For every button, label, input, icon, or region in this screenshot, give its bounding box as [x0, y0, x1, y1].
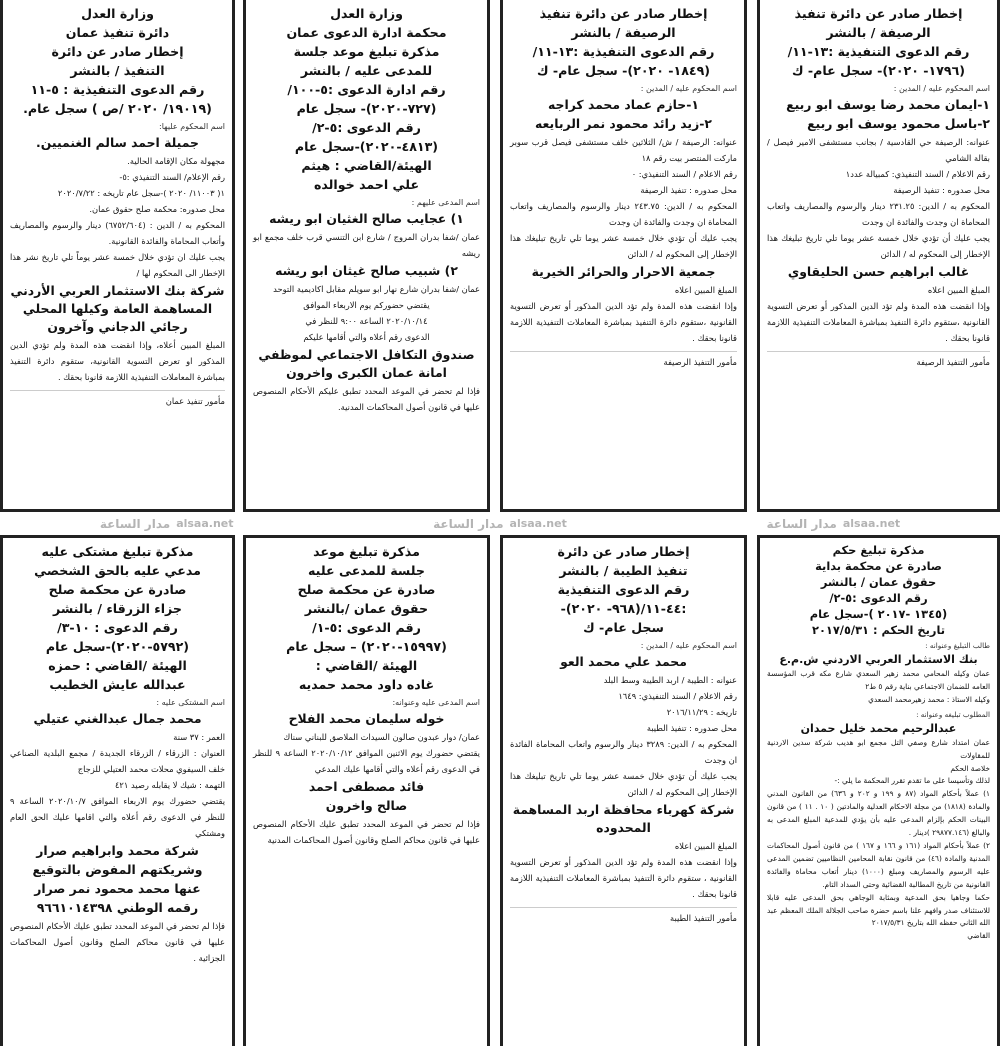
- defendant-label: اسم المحكوم عليها:: [159, 122, 225, 131]
- hearing-details: يقتضي حضورك يوم الاثنين الموافق ٢٠٢٠/١٠/١٢ الساعة ٩ للنظر في الدعوى رقم أعلاه والتي أقامها عليك المدعي: [253, 748, 480, 774]
- creditor-name: شركة بنك الاستثمار العربي الأردني المساهمة العامة وكيلها المحلي رجائي الدجاني وآخرون: [10, 283, 225, 334]
- requester-label: طالب التبليغ وعنوانه :: [925, 641, 990, 650]
- notice-signature: القاضي: [967, 931, 990, 941]
- defendant-label: اسم المحكوم عليه / المدين :: [640, 84, 737, 93]
- notice-header-line: (١٥٩٩٧-٢٠٢٠) – سجل عام: [286, 639, 447, 654]
- complainant-line: شركة محمد وابراهيم صرار: [36, 843, 199, 858]
- notice-header-line: (٤٨١٣-٢٠٢٠)-سجل عام: [294, 139, 439, 154]
- notice-header-line: علي احمد خوالده: [313, 177, 420, 192]
- notice-header-line: رقم الدعوى :٥-٢/: [312, 120, 421, 135]
- judgment-text: ٢) عملاً بأحكام المواد (١٦١ و ١٦٦ و ١٦٧ ) من قانون أصول المحاكمات المدنية والمادة (٤٦) من قانون نقابة المحامين النظاميين تضمين المدعى عليه الرسوم والمصاريف ومبلغ (١٠٠٠) دينار أتعاب محاماة والفائدة القانونية من تاريخ المطالبة القضائية وحتى السداد التام.: [767, 840, 991, 889]
- notice-body-line: محل صدوره: محكمة صلح حقوق عمان.: [89, 204, 225, 214]
- notice-debt-amount: المحكوم به / الدين: ٢٣١.٢٥ دينار والرسوم والمصاريف واتعاب المحاماة ان وجدت والفائدة ان وجدت: [767, 201, 990, 227]
- notice-amman-execution: [0, 0, 235, 512]
- notice-header-line: الهيئة/القاضي : هيثم: [301, 158, 432, 173]
- defendant-label: اسم المدعى عليه وعنوانه:: [392, 698, 480, 707]
- defendant-name: ١-حازم عماد محمد كراجه: [548, 97, 699, 112]
- notice-header-line: صادرة عن محكمة صلح: [48, 582, 187, 597]
- notice-header-line: سجل عام- ك: [583, 620, 664, 635]
- judgment-text: عمان امتداد شارع وصفي التل مجمع ابو هديب شركة سدين الاردنية للمقاولات: [767, 737, 990, 760]
- notice-header-line: رقم ادارة الدعوى :٥-١٠٠/: [287, 82, 446, 97]
- notice-issuing-place: محل صدوره : تنفيذ الرصيفة: [893, 185, 990, 195]
- notice-header-line: تنفيذ الطيبة / بالنشر: [559, 563, 688, 578]
- notice-header-line: رقم الدعوى :٥-١/: [312, 620, 421, 635]
- notice-header-line: إخطار صادر عن دائرة تنفيذ: [794, 6, 963, 21]
- defendant-label: اسم المحكوم عليه / المدين :: [893, 84, 990, 93]
- watermark-logo: [100, 517, 234, 531]
- notice-closing: المبلغ المبين اعلاه: [927, 285, 990, 295]
- plaintiff-name: صندوق التكافل الاجتماعي لموظفي امانة عمان الكبرى واخرون: [258, 347, 475, 380]
- notice-closing: فإذا لم تحضر في الموعد المحدد تطبق عليك الأحكام المنصوص عليها في قانون محاكم الصلح وقانون أصول المحاكمات المدنية: [253, 819, 480, 845]
- notice-header-line: مذكرة تبليغ موعد: [313, 544, 420, 559]
- notice-rusaifa-execution-1849: [500, 0, 747, 512]
- notice-header-line: رقم الدعوى التنفيذية : ٥-١١: [30, 82, 205, 97]
- notice-header-line: إخطار صادر عن دائرة: [557, 544, 690, 559]
- complainant-line: رقمه الوطني ٩٦٦١٠١٤٣٩٨: [36, 900, 199, 915]
- defendant-label: اسم المشتكى عليه :: [156, 698, 225, 707]
- notice-header-line: جزاء الزرقاء / بالنشر: [53, 601, 182, 616]
- notice-zarqa-criminal-magistrate: [0, 535, 235, 1046]
- judgment-text: حكما وجاهيا بحق المدعية وبمثابة الوجاهي بحق المدعى عليه قابلا للاستئناف صدر وافهم علنا باسم حضرة صاحب الجلالة الملك المعظم عبد الله الثاني حفظه الله بتاريخ ٢٠١٧/٥/٣١: [767, 892, 990, 928]
- watermark-arabic: مدار الساعة: [99, 516, 171, 531]
- creditor-name: جمعية الاحرار والحرائر الخيرية: [531, 264, 716, 279]
- notice-header-line: وزارة العدل: [330, 6, 403, 21]
- notice-header-line: رقم الدعوى التنفيذية :١٣-١١/: [787, 44, 970, 59]
- requester-name: بنك الاستثمار العربي الاردني ش.م.ع: [779, 653, 978, 666]
- notice-header-line: :٤٤-١١/(٩٦٨- ٢٠٢٠)-: [560, 601, 687, 616]
- watermark-logo: [766, 517, 900, 531]
- notice-body-line: يجب عليك ان تؤدي خلال خمسة عشر يوماً تلي تاريخ نشر هذا الإخطار الى المحكوم لها /: [10, 252, 225, 278]
- judgment-text: ١) عملاً بأحكام المواد (٨٧ و ١٩٩ و ٢٠٢ و ٦٣٦) من القانون المدني والمادة (١٨١٨) من مجلة الاحكام العدلية والمادتين ( ١٠ . ١١ ) من قانون البينات الحكم بإلزام المدعى عليه بأن يؤدي للمدعية المبلغ المدعى به والبالغ (٢٩٨٧٧.١٤٦ )دينار .: [767, 789, 990, 838]
- notice-header-line: (٧٢٧-٢٠٢٠)- سجل عام: [296, 101, 437, 116]
- notice-header-line: حقوق عمان /بالنشر: [304, 601, 429, 616]
- notice-header-line: (١٨٤٩- ٢٠٢٠)- سجل عام- ك: [536, 63, 711, 78]
- notice-body-line: رقم الاعلام / السند التنفيذي: ١٦٤٩: [618, 691, 737, 701]
- notice-body-line: يجب عليك أن تؤدي خلال خمسة عشر يوما تلي تاريخ تبليغك هذا الإخطار إلى المحكوم له / الدائن: [510, 771, 737, 797]
- notice-closing: المبلغ المبين أعلاه، وإذا انقضت هذه المدة ولم تؤدي الدين المذكور او تعرض التسوية القانونية، ستقوم دائرة التنفيذ بمباشرة المعاملات التنفيذية اللازمة قانونا بحقك .: [10, 340, 225, 382]
- notice-header-line: مدعي عليه بالحق الشخصي: [34, 563, 201, 578]
- notice-body-line: التهمة : شيك لا يقابله رصيد ٤٢١: [114, 780, 225, 790]
- notice-header-line: محكمة ادارة الدعوى عمان: [286, 25, 447, 40]
- defendant-address: عمان /شفا بدران المروج / شارع ابن التنسي قرب خلف مجمع ابو ريشه: [253, 232, 480, 258]
- notice-header-line: حقوق عمان / بالنشر: [820, 575, 937, 589]
- notice-header-line: (٥٧٩٢-٢٠٢٠)-سجل عام: [45, 639, 190, 654]
- notice-header-line: (١٩٠١٩/ ٢٠٢٠ /ص ) سجل عام.: [23, 101, 212, 116]
- defendant-name: جميلة احمد سالم الغنميين.: [36, 135, 199, 150]
- notice-amman-case-management-hearing: [243, 0, 490, 512]
- notice-signature: مأمور التنفيذ الرصيفة: [510, 351, 737, 370]
- notice-debt-amount: المحكوم به / الدين: ٢٤٣.٧٥ دينار والرسوم والمصاريف واتعاب المحاماة ان وجدت والفائدة ان وجدت: [510, 201, 737, 227]
- defendant-name: خوله سليمان محمد الفلاح: [288, 711, 445, 726]
- creditor-name: غالب ابراهيم حسن الحليقاوي: [787, 264, 970, 279]
- notice-header-line: صادرة عن محكمة صلح: [297, 582, 436, 597]
- notice-header-line: رقم الدعوى التنفيذية: [557, 582, 690, 597]
- notice-header-line: جلسة للمدعى عليه: [308, 563, 425, 578]
- hearing-line: ٢٠٢٠/١٠/١٤ الساعة ٩:٠٠ للنظر في: [305, 316, 428, 326]
- defendant-name: ١-ايمان محمد رضا يوسف ابو ربيع: [786, 97, 990, 112]
- defendant-name: ٢-باسل محمود يوسف ابو ربيع: [807, 116, 990, 131]
- complainant-line: عنها محمد محمود نمر صرار: [34, 881, 201, 896]
- notice-address: عنوانه: الرصيفة حي القادسية / بجانب مستشفى الامير فيصل /بقالة الشامي: [767, 137, 990, 163]
- notice-header-line: وزارة العدل: [81, 6, 154, 21]
- notice-header-line: إخطار صادر عن دائرة تنفيذ: [539, 6, 708, 21]
- requester-details: عمان وكيله المحامي محمد زهير السعدي شارع مكه قرب المؤسسة العامه للضمان الاجتماعي بناية رقم ٥ ط٢: [767, 669, 990, 691]
- respondent-label: المطلوب تبليغه وعنوانه :: [916, 709, 990, 719]
- notice-body-line: يقتضي حضورك يوم الاربعاء الموافق ٢٠٢٠/١٠/٧ الساعة ٩ للنظر في الدعوى رقم أعلاه والتي اقامها عليك الحق العام ومشتكي: [10, 796, 226, 838]
- notice-address: عنوانه: الرصيفة / ش/ الثلاثين خلف مستشفى فيصل قرب سوبر ماركت المنتصر بيت رقم ١٨: [510, 137, 737, 163]
- notice-header-line: تاريخ الحكم : ٢٠١٧/٥/٣١: [812, 623, 945, 637]
- notice-header-line: إخطار صادر عن دائرة: [51, 44, 184, 59]
- notice-signature: مأمور التنفيذ الرصيفة: [767, 351, 990, 370]
- notice-issuing-place: محل صدوره : تنفيذ الرصيفة: [640, 185, 737, 195]
- notice-header-line: الرصيفة / بالنشر: [826, 25, 931, 40]
- notice-body-line: عنوانه : الطيبة / اربد الطيبة وسط البلد: [603, 675, 737, 685]
- notice-body-line: ١( ١١٠٠٣/ ٢٠٢٠ )-سجل عام تاريخه : ٢٠٢٠/٧/٢٢: [57, 188, 225, 198]
- notice-body-line: تاريخه : ٢٠١٦/١١/٢٩: [666, 707, 737, 717]
- notice-closing: المبلغ المبين اعلاه: [674, 285, 737, 295]
- watermark-arabic: مدار الساعة: [766, 516, 837, 531]
- notice-amman-magistrate-hearing: [243, 535, 490, 1046]
- defendant-address: عمان /شفا بدران شارع نهار ابو سويلم مقابل اكاديمية التوحد: [273, 284, 480, 294]
- requester-details: وكيله الاستاذ : محمد زهيرمحمد السعدي: [868, 694, 990, 704]
- defendant-label: اسم المحكوم عليه / المدين :: [640, 641, 737, 650]
- notice-closing: المبلغ المبين اعلاه: [674, 841, 737, 851]
- watermark-arabic: مدار الساعة: [433, 516, 504, 531]
- judgment-text: لذلك وتأسيسا على ما تقدم تقرر المحكمة ما يلي :-: [834, 776, 990, 786]
- notice-header-line: عبدالله عايش الخطيب: [49, 677, 186, 692]
- notice-ruling-number: رقم الاعلام / السند التنفيذي: ٠: [631, 169, 737, 179]
- defendant-name: ٢-زيد رائد محمود نمر الربايعه: [535, 116, 712, 131]
- notice-header-line: رقم الدعوى :٥-٢/: [829, 591, 928, 605]
- defendant-name: محمد جمال عبدالغني عتيلي: [33, 711, 202, 726]
- defendant-label: اسم المدعى عليهم :: [411, 198, 480, 207]
- notice-closing: وإذا انقضت هذه المدة ولم تؤد الدين المذكور أو تعرض التسوية القانونية ،ستقوم دائرة التنفيذ بمباشرة المعاملات التنفيذية اللازمة قانونا بحقك .: [767, 301, 990, 343]
- plaintiff-name: صالح واخرون: [325, 798, 408, 813]
- plaintiff-name: فائد مصطفى احمد: [308, 779, 425, 794]
- complainant-line: وشريكتهم المفوض بالتوقيع: [32, 862, 203, 877]
- watermark-logo: [433, 517, 567, 531]
- notice-header-line: (١٧٩٦- ٢٠٢٠)- سجل عام- ك: [791, 63, 966, 78]
- notices-row-bottom: [0, 535, 1000, 1046]
- notice-closing: فإذا لم تحضر في الموعد المحدد تطبق عليك الأحكام المنصوص عليها في قانون محاكم الصلح وقانون أصول المحاكمات الجزائية .: [10, 921, 225, 963]
- notice-body-line: العنوان : الزرقاء / الزرقاء الجديدة / مجمع البلدية الصناعي خلف السيفوي محلات محمد العتيلي للزجاج: [10, 748, 225, 774]
- notice-payment-instruction: يجب عليك أن تؤدي خلال خمسة عشر يوما تلي تاريخ تبليغك هذا الإخطار إلى المحكوم له / الدائن: [510, 233, 737, 259]
- notice-signature: مأمور تنفيذ عمان: [10, 390, 225, 409]
- judgment-text: خلاصة الحكم: [950, 763, 990, 773]
- notice-header-line: للمدعى عليه / بالنشر: [300, 63, 433, 78]
- notice-header-line: التنفيذ / بالنشر: [70, 63, 165, 78]
- notice-body-line: المحكوم به / الدين : (٦٧٥٢/٦٠٤) دينار والرسوم والمصاريف وأتعاب المحاماة والفائدة القانونية.: [10, 220, 225, 246]
- hearing-line: يقتضي حضوركم يوم الاربعاء الموافق: [303, 300, 430, 310]
- notice-ruling-number: رقم الاعلام / السند التنفيذي: كمبيالة عدد١: [845, 169, 990, 179]
- hearing-line: الدعوى رقم أعلاه والتي أقامها عليكم: [303, 332, 430, 342]
- notice-tayyibah-execution: [500, 535, 747, 1046]
- notice-header-line: غاده داود محمد حمديه: [298, 677, 435, 692]
- watermark-latin: alsaa.net: [842, 516, 901, 530]
- notice-body-line: رقم الإعلام/ السند التنفيذي :٥-: [119, 172, 225, 182]
- defendant-address: عمان/ دوار عبدون صالون السيدات الملاصق للبناني سناك: [283, 732, 480, 742]
- notice-header-line: الرصيفة / بالنشر: [571, 25, 676, 40]
- defendant-name: ١) عجايب صالح الغثيان ابو ريشه: [269, 211, 464, 226]
- notice-header-line: دائرة تنفيذ عمان: [65, 25, 170, 40]
- notice-header-line: الهيئة /القاضي : حمزه: [48, 658, 187, 673]
- notice-closing: وإذا انقضت هذه المدة ولم تؤد الدين المذكور أو تعرض التسوية القانونية ،ستقوم دائرة التنفيذ بمباشرة المعاملات التنفيذية اللازمة قانونا بحقك .: [510, 301, 737, 343]
- notice-judgment-amman-first-instance: [757, 535, 1000, 1046]
- notice-signature: مأمور التنفيذ الطيبة: [510, 907, 737, 926]
- notices-row-top: [0, 0, 1000, 512]
- notice-header-line: مذكرة تبليغ موعد جلسة: [293, 44, 440, 59]
- notice-header-line: الهيئة /القاضي :: [315, 658, 418, 673]
- respondent-name: عبدالرحيم محمد خليل حمدان: [800, 721, 957, 735]
- watermark-band: [0, 512, 1000, 535]
- notice-header-line: صادرة عن محكمة بداية: [815, 559, 942, 573]
- defendant-name: محمد علي محمد العو: [560, 654, 687, 669]
- notice-body-line: المحكوم به / الدين: ٣٢٨٩ دينار والرسوم واتعاب المحاماة الفائدة ان وجدت: [510, 739, 738, 765]
- notice-header-line: (١٣٤٥ -٢٠١٧ )-سجل عام: [809, 607, 948, 621]
- notice-header-line: مذكرة تبليغ مشتكى عليه: [41, 544, 194, 559]
- creditor-name: شركة كهرباء محافظة اربد المساهمة المحدوده: [512, 802, 735, 835]
- notice-closing: فإذا لم تحضر في الموعد المحدد تطبق عليكم الأحكام المنصوص عليها في قانون أصول المحاكمات المدنية.: [253, 386, 480, 412]
- notice-payment-instruction: يجب عليك أن تؤدي خلال خمسة عشر يوما تلي تاريخ تبليغك هذا الإخطار إلى المحكوم له / الدائن: [767, 233, 990, 259]
- notice-header-line: رقم الدعوى التنفيذية :١٣-١١/: [532, 44, 715, 59]
- notice-header-line: رقم الدعوى : ١٠-٣/: [57, 620, 178, 635]
- watermark-latin: alsaa.net: [509, 516, 567, 530]
- notice-closing: وإذا انقضت هذه المدة ولم تؤد الدين المذكور أو تعرض التسوية القانونية ، ستقوم دائرة التنفيذ بمباشرة المعاملات التنفيذية اللازمة قانونا بحقك .: [510, 857, 737, 899]
- notice-body-line: محل صدوره : تنفيذ الطيبة: [646, 723, 737, 733]
- watermark-latin: alsaa.net: [176, 516, 234, 530]
- defendant-name: ٢) شبيب صالح غيثان ابو ريشه: [275, 263, 458, 278]
- notice-header-line: مذكرة تبليغ حكم: [832, 543, 925, 557]
- notice-body-line: العمر : ٣٧ سنة: [173, 732, 225, 742]
- notice-body-line: مجهولة مكان الإقامة الحالية.: [127, 156, 225, 166]
- notice-rusaifa-execution-1796: [757, 0, 1000, 512]
